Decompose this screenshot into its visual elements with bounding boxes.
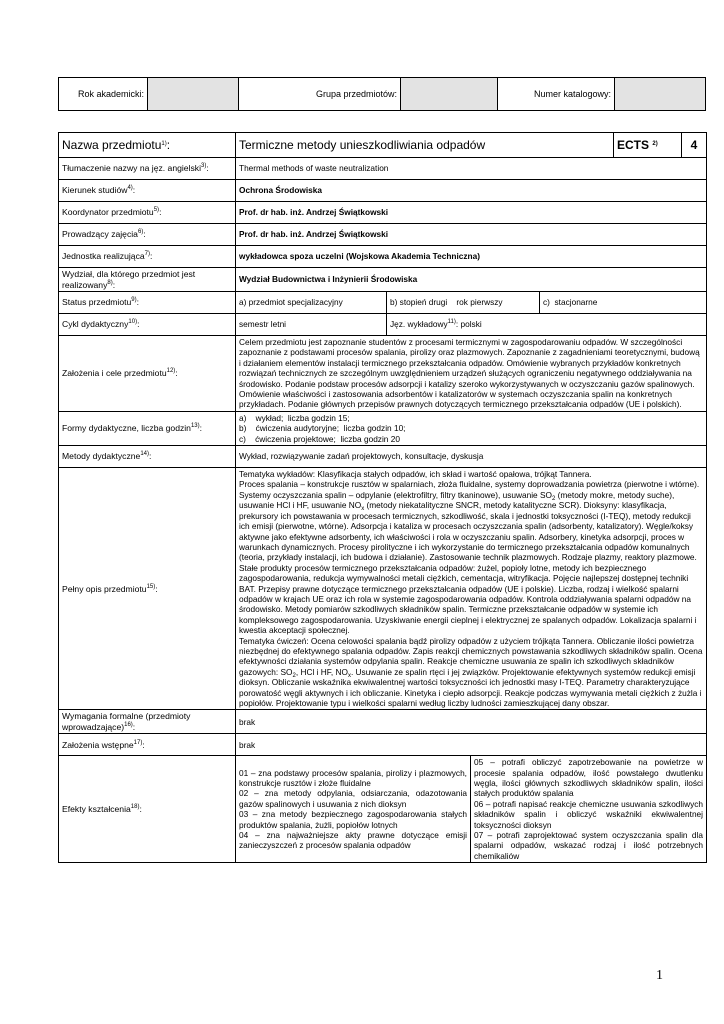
- status-a: a) przedmiot specjalizacyjny: [236, 292, 387, 314]
- efekt-item: 05 – potrafi obliczyć zapotrzebowanie na powietrze w procesie spalania odpadów, ilość powstałego dwutlenku węgla, ilości głównych szkodliwych składników spalin, ilości stałych produktów spalania: [474, 757, 704, 799]
- cykl-value: semestr letni: [236, 314, 387, 336]
- numer-field[interactable]: [615, 78, 706, 111]
- efekt-item: 04 – zna najważniejsze akty prawne dotyczące emisji zanieczyszczeń z procesów spalania odpadów: [239, 830, 467, 851]
- efekty-left: [236, 756, 471, 863]
- row-cykl: Cykl dydaktyczny$^{10)}$: semestr letni Jęz. wykładowy$^{11)}$: polski: [59, 314, 707, 336]
- wstepne-value: brak: [236, 734, 707, 756]
- prowadzacy-label: Prowadzący zajęcia: [62, 229, 138, 240]
- ects-label-cell: ECTS $^{2)}$: [614, 133, 682, 158]
- formy-item: b) ćwiczenia audytoryjne; liczba godzin 10;: [239, 423, 406, 434]
- numer-label: Numer katalogowy:: [498, 78, 615, 111]
- status-b: b) stopień drugi rok pierwszy: [387, 292, 540, 314]
- zalozenia-value: Celem przedmiotu jest zapoznanie studentów z procesami termicznymi w zagospodarowaniu odpadów. W szczególności zapoznanie z podstawami procesów spalania, pirolizy oraz plazmowych. Zapoznanie z zagadnieniami teoretycznymi, budową i działaniem elementów instalacji termicznego przekształcania odpadów. Omówienie wybranych przykładów konkretnych rozwiązań technicznych ze szczególnym uwzględnieniem urządzeń służących ograniczeniu negatywnego oddziaływania na środowisko. Podanie podstaw procesów adsorpcji i katalizy szeroko wykorzystywanych w oczyszczaniu gazów spalinowych. Omówienie właściwości i zastosowania adsorbentów i katalizatorów w systemach oczyszczania spalin na konkretnych przykładach. Podanie głównych przepisów prawnych dotyczących termicznego przekształcania odpadów (UE i polskich).: [236, 336, 707, 412]
- row-zalozenia: Założenia i cele przedmiotu$^{12)}$: Celem przedmiotu jest zapoznanie studentów z procesami termicznymi w zagospodarowaniu odpadów. W szczególności zapoznanie z podstawami procesów spalania, pirolizy oraz plazmowych. Zapoznanie z zagadnieniami teoretycznymi, budową i działaniem elementów instalacji termicznego przekształcania odpadów. Omówienie wybranych przykładów konkretnych rozwiązań technicznych ze szczególnym uwzględnieniem urządzeń służących ograniczeniu negatywnego oddziaływania na środowisko. Podanie podstaw procesów adsorpcji i katalizy szeroko wykorzystywanych w oczyszczaniu gazów spalinowych. Omówienie właściwości i zastosowania adsorbentów i katalizatorów w systemach oczyszczania spalin na konkretnych przykładach. Podanie głównych przepisów prawnych dotyczących termicznego przekształcania odpadów (UE i polskich).: [59, 336, 707, 412]
- jednostka-value: wykładowca spoza uczelni (Wojskowa Akademia Techniczna): [236, 246, 707, 268]
- grupa-label: Grupa przedmiotów:: [239, 78, 401, 111]
- efekty-label: Efekty kształcenia: [62, 804, 131, 815]
- efekt-item: 02 – zna metody odpylania, odsiarczania, odazotowania gazów spalinowych i usuwania z nich dioksyn: [239, 788, 467, 809]
- efekt-item: 03 – zna metody bezpiecznego zagospodarowania stałych produktów spalania, żużli, popiołów lotnych: [239, 809, 467, 830]
- formy-item: c) ćwiczenia projektowe; liczba godzin 20: [239, 433, 400, 444]
- opis-paragraph: Proces spalania – konstrukcje rusztów w spalarniach, złoża fluidalne, systemy doprowadzania powietrza (pierwotne i wtórne). Systemy oczyszczania spalin – odpylanie (elektrofiltry, filtry tkaninowe), usuwanie $SO_2$ (metody mokre, metody suche), usuwanie HCl i HF, usuwanie $NO_x$ (metody niekatalityczne SNCR, metody katalityczne SCR). Dioksyny: klasyfikacja, prekursory ich powstawania w procesach termicznych, szkodliwość, skala i jednostki toksyczności (I-TEQ), metody redukcji ich emisji (pierwotne, wtórne). Adsorpcja i kataliza w procesach oczyszczania spalin (adsorbenty, katalizatory). Węgle/koksy aktywne jako efektywne adsorbenty, ich właściwości i rola w oczyszczaniu spalin. Adsorbery, kinetyka adsorpcji, proces w warunkach dynamicznych. Procesy pirolityczne i ich wykorzystanie do termicznego przekształcania odpadów komunalnych (teoria, przykłady instalacji, ich budowa i działanie). Zastosowanie technik plazmowych. Rodzaje plazmy, reaktory plazmowe. Stałe produkty procesów termicznego przekształcania odpadów: żużel, popioły lotne, metody ich bezpiecznego zagospodarowania, redukcja wymywalności metali ciężkich, cementacja, witryfikacja. Pojęcie najlepszej dostępnej techniki BAT. Przepisy prawne dotyczące termicznego przekształcania odpadów (UE i polskie). Liczba, rodzaj i wielkość spalarni odpadów w krajach UE oraz ich rola w systemie zagospodarowania odpadów. Kontrola oddziaływania spalarni odpadów na środowisko. Metody pomiarów szkodliwych składników spalin. Termiczne przekształcanie odpadów w systemie ich kompleksowego zagospodarowania. Uzyskiwanie energii cieplnej i elektrycznej ze spalanych odpadów. Lokalizacja spalarni i kwestia akceptacji społecznej.: [239, 479, 700, 636]
- page-number: 1: [656, 968, 663, 983]
- row-tlumaczenie: Tłumaczenie nazwy na jęz. angielski$^{3)}$: Thermal methods of waste neutralization: [59, 158, 707, 180]
- nazwa-value: Termiczne metody unieszkodliwiania odpadów: [236, 133, 614, 158]
- wstepne-label: Założenia wstępne: [62, 739, 134, 750]
- kierunek-label: Kierunek studiów: [62, 185, 128, 196]
- row-wydzial: Wydział, dla którego przedmiot jest realizowany$^{8)}$: Wydział Budownictwa i Inżynierii Środowiska: [59, 268, 707, 292]
- koordynator-value: Prof. dr hab. inż. Andrzej Świątkowski: [236, 202, 707, 224]
- prowadzacy-value: Prof. dr hab. inż. Andrzej Świątkowski: [236, 224, 707, 246]
- metody-value: Wykład, rozwiązywanie zadań projektowych, konsultacje, dyskusja: [236, 446, 707, 468]
- opis-paragraph: Tematyka wykładów: Klasyfikacja stałych odpadów, ich skład i wartość opałowa, trójkąt Tannera.: [239, 469, 592, 480]
- rok-label: Rok akademicki:: [59, 78, 148, 111]
- opis-paragraph: Tematyka ćwiczeń: Ocena celowości spalania bądź pirolizy odpadów z użyciem trójkąta Tannera. Obliczanie ilości powietrza niezbędnej do efektywnego spalania odpadów. Zapis reakcji chemicznych powstawania szkodliwych składników spalin. Ocena efektywności działania systemów odpylania spalin. Reakcje chemiczne usuwania ze spalin ich szkodliwych składników gazowych: $SO_2$, HCl i HF, $NO_x$. Usuwanie ze spalin rtęci i jej związków. Projektowanie efektywnych systemów redukcji emisji dioksyn. Obliczanie wskaźnika ekwiwalentnej wartości toksyczności ich jednostki masy I-TEQ. Parametry charakteryzujące porowatość węgli aktywnych i ich obliczanie. Kinetyka i ciepło adsorpcji. Reakcje podczas wymywania metali ciężkich z żużla i popiołów. Projektowanie typu i wielkości spalarni według liczby ludności zamieszkującej dany obszar.: [239, 635, 703, 708]
- kierunek-value: Ochrona Środowiska: [236, 180, 707, 202]
- row-kierunek: Kierunek studiów$^{4)}$: Ochrona Środowiska: [59, 180, 707, 202]
- row-wstepne: Założenia wstępne$^{17)}$: brak: [59, 734, 707, 756]
- course-form: [58, 132, 707, 863]
- header-table: [58, 77, 706, 111]
- opis-label: Pełny opis przedmiotu: [62, 583, 147, 594]
- row-prowadzacy: Prowadzący zajęcia$^{6)}$: Prof. dr hab. inż. Andrzej Świątkowski: [59, 224, 707, 246]
- koordynator-label: Koordynator przedmiotu: [62, 207, 154, 218]
- formy-list: [236, 411, 707, 445]
- wymagania-label: Wymagania formalne (przedmioty wprowadzające): [62, 711, 191, 732]
- row-efekty: Efekty kształcenia$^{18)}$: 01 – zna podstawy procesów spalania, pirolizy i plazmowych, konstrukcje rusztów i złoże fluidalne 02 – zna metody odpylania, odsiarczania, odazotowania gazów spalinowych i usuwania z nich dioksyn 03 – zna metody bezpiecznego zagospodarowania stałych produktów spalania, żużli, popiołów lotnych 04 – zna najważniejsze akty prawne dotyczące emisji zanieczyszczeń z procesów spalania odpadów 05 – potrafi obliczyć zapotrzebowanie na powietrze w procesie spalania odpadów, ilość powstałego dwutlenku węgla, ilości głównych szkodliwych składników spalin, ilości stałych produktów spalania 06 – potrafi napisać reakcje chemiczne usuwania szkodliwych składników spalin i obliczyć wskaźniki ekwiwalentnej toksyczności dioksyn 07 – potrafi zaprojektować system oczyszczania spalin dla spalarni odpadów, wskazać rodzaj i ilość potrzebnych chemikaliów: [59, 756, 707, 863]
- opis-value: [236, 468, 707, 710]
- tlumaczenie-value: Thermal methods of waste neutralization: [236, 158, 707, 180]
- zalozenia-label: Założenia i cele przedmiotu: [62, 368, 167, 379]
- nazwa-label: Nazwa przedmiotu: [62, 137, 162, 152]
- nazwa-label-cell: Nazwa przedmiotu$^{1)}$:: [59, 133, 236, 158]
- row-koordynator: Koordynator przedmiotu$^{5)}$: Prof. dr hab. inż. Andrzej Świątkowski: [59, 202, 707, 224]
- tlumaczenie-label: Tłumaczenie nazwy na jęz. angielski: [62, 163, 201, 174]
- efekt-item: 07 – potrafi zaprojektować system oczyszczania spalin dla spalarni odpadów, wskazać rodzaj i ilość potrzebnych chemikaliów: [474, 830, 704, 861]
- status-label: Status przedmiotu: [62, 297, 132, 308]
- status-c: c) stacjonarne: [540, 292, 707, 314]
- jezyk-value: : polski: [455, 319, 482, 330]
- ects-value: 4: [682, 133, 707, 158]
- row-opis: Pełny opis przedmiotu$^{15)}$: Tematyka wykładów: Klasyfikacja stałych odpadów, ich skład i wartość opałowa, trójkąt Tannera. Proces spalania – konstrukcje rusztów w spalarniach, złoża fluidalne, systemy doprowadzania powietrza (pierwotne i wtórne). Systemy oczyszczania spalin – odpylanie (elektrofiltry, filtry tkaninowe), usuwanie $SO_2$ (metody mokre, metody suche), usuwanie HCl i HF, usuwanie $NO_x$ (metody niekatalityczne SNCR, metody katalityczne SCR). Dioksyny: klasyfikacja, prekursory ich powstawania w procesach termicznych, szkodliwość, skala i jednostki toksyczności (I-TEQ), metody redukcji ich emisji (pierwotne, wtórne). Adsorpcja i kataliza w procesach oczyszczania spalin (adsorbenty, katalizatory). Węgle/koksy aktywne jako efektywne adsorbenty, ich właściwości i rola w oczyszczaniu spalin. Adsorbery, kinetyka adsorpcji, proces w warunkach dynamicznych. Procesy pirolityczne i ich wykorzystanie do termicznego przekształcania odpadów komunalnych (teoria, przykłady instalacji, ich budowa i działanie). Zastosowanie technik plazmowych. Rodzaje plazmy, reaktory plazmowe. Stałe produkty procesów termicznego przekształcania odpadów: żużel, popioły lotne, metody ich bezpiecznego zagospodarowania, redukcja wymywalności metali ciężkich, cementacja, witryfikacja. Pojęcie najlepszej dostępnej techniki BAT. Przepisy prawne dotyczące termicznego przekształcania odpadów (UE i polskie). Liczba, rodzaj i wielkość spalarni odpadów w krajach UE oraz ich rola w systemie zagospodarowania odpadów. Kontrola oddziaływania spalarni odpadów na środowisko. Metody pomiarów szkodliwych składników spalin. Termiczne przekształcanie odpadów w systemie ich kompleksowego zagospodarowania. Uzyskiwanie energii cieplnej i elektrycznej ze spalanych odpadów. Lokalizacja spalarni i kwestia akceptacji społecznej. Tematyka ćwiczeń: Ocena celowości spalania bądź pirolizy odpadów z użyciem trójkąta Tannera. Obliczanie ilości powietrza niezbędnej do efektywnego spalania odpadów. Zapis reakcji chemicznych powstawania szkodliwych składników spalin. Ocena efektywności działania systemów odpylania spalin. Reakcje chemiczne usuwania ze spalin ich szkodliwych składników gazowych: $SO_2$, HCl i HF, $NO_x$. Usuwanie ze spalin rtęci i jej związków. Projektowanie efektywnych systemów redukcji emisji dioksyn. Obliczanie wskaźnika ekwiwalentnej wartości toksyczności ich jednostki masy I-TEQ. Parametry charakteryzujące porowatość węgli aktywnych i ich obliczanie. Kinetyka i ciepło adsorpcji. Reakcje podczas wymywania metali ciężkich z żużla i popiołów. Projektowanie typu i wielkości spalarni według liczby ludności zamieszkującej dany obszar.: [59, 468, 707, 710]
- metody-label: Metody dydaktyczne: [62, 451, 141, 462]
- wymagania-value: brak: [236, 710, 707, 734]
- jednostka-label: Jednostka realizująca: [62, 251, 145, 262]
- row-status: Status przedmiotu$^{9)}$: a) przedmiot specjalizacyjny b) stopień drugi rok pierwszy c) stacjonarne: [59, 292, 707, 314]
- formy-item: a) wykład; liczba godzin 15;: [239, 412, 350, 423]
- grupa-field[interactable]: [401, 78, 498, 111]
- formy-label: Formy dydaktyczne, liczba godzin: [62, 423, 191, 434]
- efekty-right: [471, 756, 707, 863]
- efekt-item: 01 – zna podstawy procesów spalania, pirolizy i plazmowych, konstrukcje rusztów i złoże fluidalne: [239, 767, 467, 789]
- row-wymagania: Wymagania formalne (przedmioty wprowadzające)$^{16)}$: brak: [59, 710, 707, 734]
- row-nazwa: [59, 133, 707, 158]
- rok-field[interactable]: [148, 78, 239, 111]
- jezyk-cell: Jęz. wykładowy$^{11)}$: polski: [387, 314, 707, 336]
- row-jednostka: Jednostka realizująca$^{7)}$: wykładowca spoza uczelni (Wojskowa Akademia Techniczna): [59, 246, 707, 268]
- jezyk-label: Jęz. wykładowy: [390, 319, 448, 330]
- wydzial-value: Wydział Budownictwa i Inżynierii Środowiska: [236, 268, 707, 292]
- cykl-label: Cykl dydaktyczny: [62, 319, 129, 330]
- efekt-item: 06 – potrafi napisać reakcje chemiczne usuwania szkodliwych składników spalin i obliczyć wskaźniki ekwiwalentnej toksyczności dioksyn: [474, 798, 704, 830]
- wydzial-label: Wydział, dla którego przedmiot jest realizowany: [62, 269, 196, 290]
- row-formy: Formy dydaktyczne, liczba godzin$^{13)}$: a) wykład; liczba godzin 15; b) ćwiczenia audytoryjne; liczba godzin 10; c) ćwiczenia projektowe; liczba godzin 20: [59, 411, 707, 445]
- row-metody: Metody dydaktyczne$^{14)}$: Wykład, rozwiązywanie zadań projektowych, konsultacje, dyskusja: [59, 446, 707, 468]
